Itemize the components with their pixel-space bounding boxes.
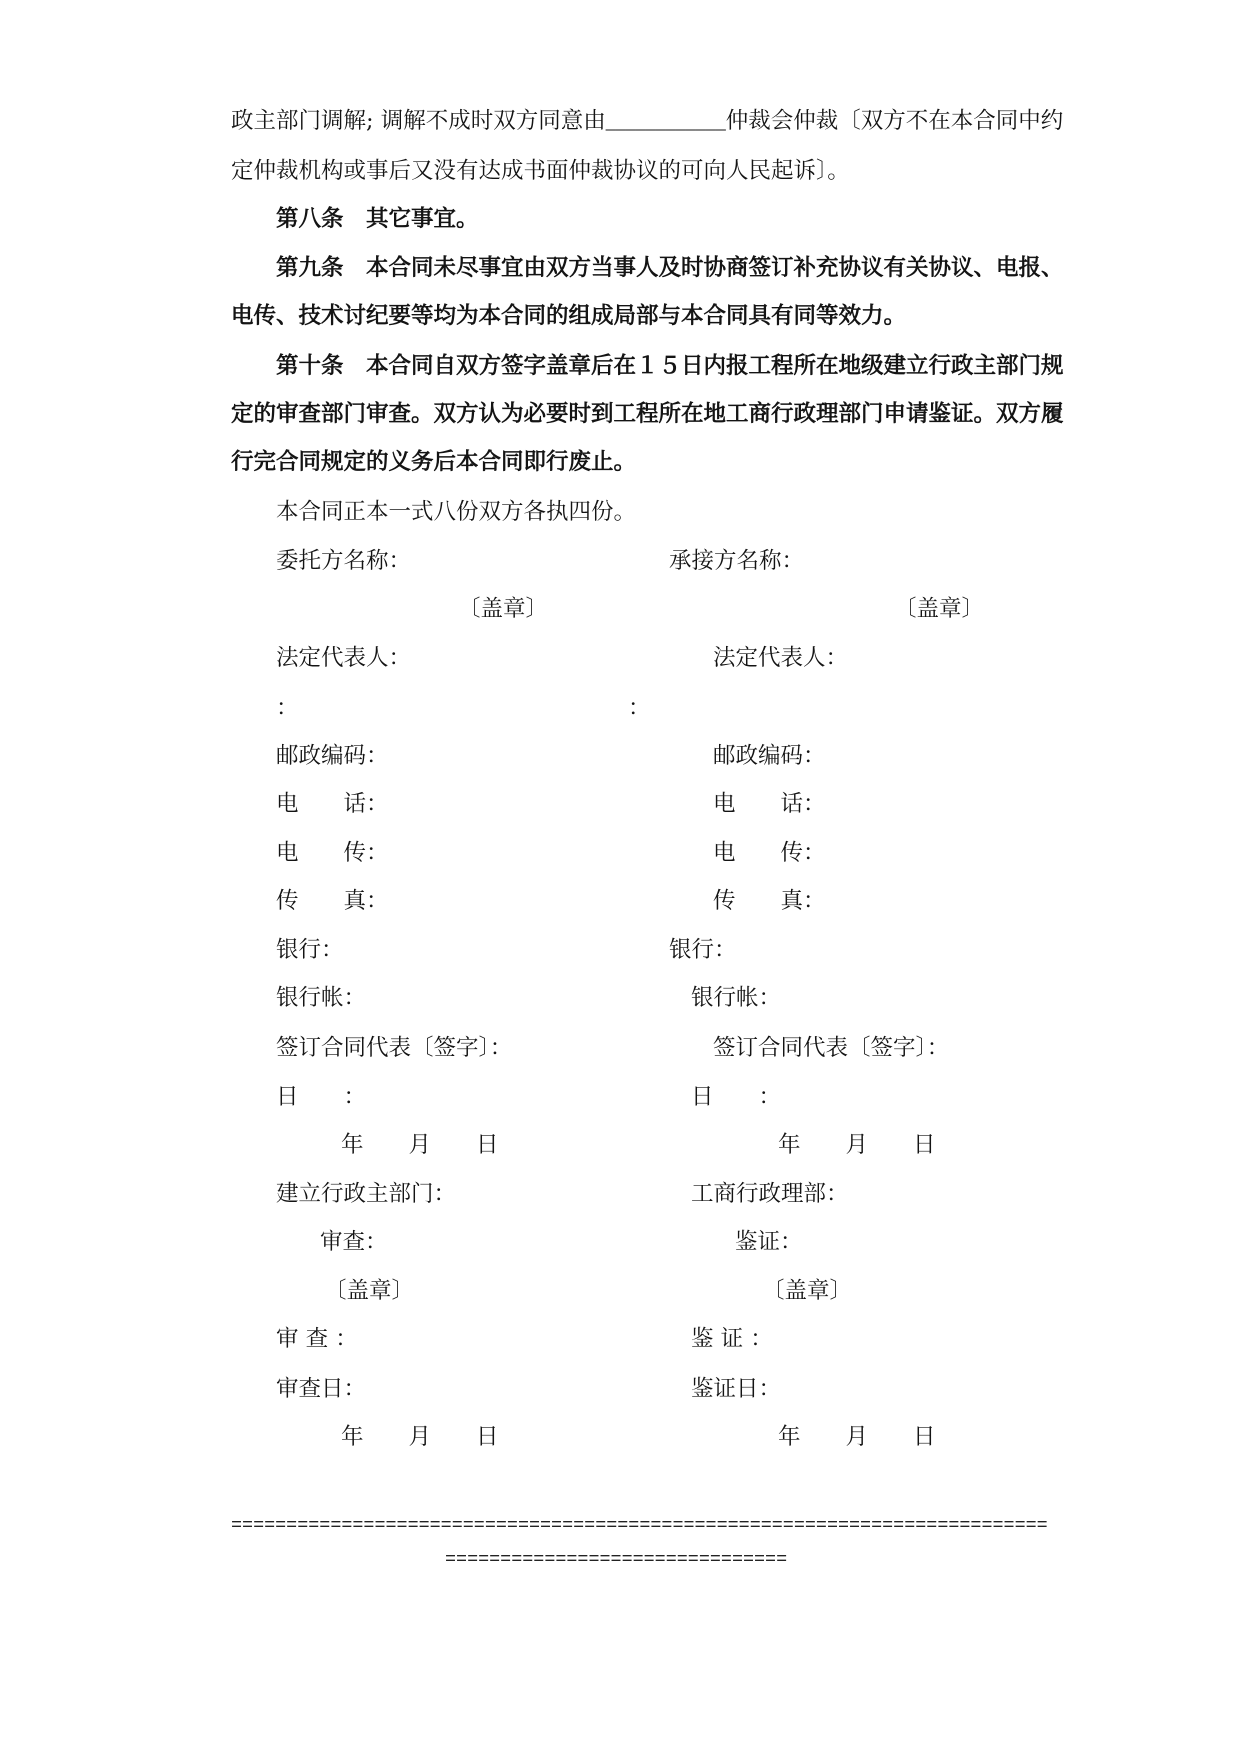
client-date-label: 日 ：: [276, 1084, 367, 1110]
client-postcode-label: 邮政编码：: [276, 743, 389, 769]
verifier-label: 鉴 证 ：: [691, 1326, 773, 1352]
review-label: 审查：: [320, 1229, 388, 1255]
review-date-ymd: 年 月 日: [341, 1424, 499, 1450]
article-10-line-3: 行完合同规定的义务后本合同即行废止。: [231, 449, 637, 475]
clause-line-2: 定仲裁机构或事后又没有达成书面仲裁协议的可向人民起诉〕。: [231, 158, 850, 184]
article-8: 第八条 其它事宜。: [276, 206, 479, 232]
footer-rule-2: ===============================: [445, 1549, 788, 1570]
verification-date-ymd: 年 月 日: [778, 1424, 936, 1450]
review-seal: 〔盖章〕: [324, 1278, 415, 1304]
contractor-colon: ：: [628, 695, 651, 721]
verification-label: 鉴证：: [735, 1229, 803, 1255]
verification-seal: 〔盖章〕: [762, 1278, 853, 1304]
clause-line-1-tail: 仲裁会仲裁〔双方不在本合同中约: [725, 108, 1064, 134]
client-telex-label: 电 传：: [276, 840, 389, 866]
client-date-ymd: 年 月 日: [341, 1132, 499, 1158]
footer-rule-1: ==========================================================================: [231, 1515, 1048, 1536]
contractor-signer-label: 签订合同代表〔签字〕：: [713, 1035, 950, 1061]
clause-line-1-text: 政主部门调解; 调解不成时双方同意由: [231, 108, 606, 134]
article-10-line-2: 定的审查部门审查。双方认为必要时到工程所在地工商行政理部门申请鉴证。双方履: [231, 401, 1064, 427]
clause-line-1: [231, 106, 1063, 136]
verification-date-label: 鉴证日：: [691, 1376, 782, 1402]
contractor-fax-label: 传 真：: [713, 888, 826, 914]
contractor-date-ymd: 年 月 日: [778, 1132, 936, 1158]
article-9-line-2: 电传、技术讨纪要等均为本合同的组成局部与本合同具有同等效力。: [231, 303, 907, 329]
commerce-authority-label: 工商行政理部：: [691, 1181, 849, 1207]
client-signer-label: 签订合同代表〔签字〕：: [276, 1035, 513, 1061]
review-date-label: 审查日：: [276, 1376, 367, 1402]
contractor-legal-rep-label: 法定代表人：: [713, 645, 849, 671]
client-seal: 〔盖章〕: [458, 596, 549, 622]
arbitration-blank: ____________: [605, 111, 726, 133]
contractor-name-label: 承接方名称：: [669, 548, 805, 574]
client-legal-rep-label: 法定代表人：: [276, 645, 412, 671]
reviewer-label: 审 查 ：: [276, 1326, 358, 1352]
construction-authority-label: 建立行政主部门：: [276, 1181, 457, 1207]
contractor-bank-label: 银行：: [669, 937, 737, 963]
contractor-telex-label: 电 传：: [713, 840, 826, 866]
article-9-line-1: 第九条 本合同未尽事宜由双方当事人及时协商签订补充协议有关协议、电报、: [276, 255, 1064, 281]
contractor-phone-label: 电 话：: [713, 791, 826, 817]
client-phone-label: 电 话：: [276, 791, 389, 817]
client-colon: ：: [276, 695, 299, 721]
client-account-label: 银行帐：: [276, 985, 367, 1011]
contractor-date-label: 日 ：: [691, 1084, 782, 1110]
client-name-label: 委托方名称：: [276, 548, 412, 574]
copies-statement: 本合同正本一式八份双方各执四份。: [276, 499, 637, 525]
contractor-account-label: 银行帐：: [691, 985, 782, 1011]
client-fax-label: 传 真：: [276, 888, 389, 914]
contractor-postcode-label: 邮政编码：: [713, 743, 826, 769]
client-bank-label: 银行：: [276, 937, 344, 963]
contractor-seal: 〔盖章〕: [894, 596, 985, 622]
article-10-line-1: 第十条 本合同自双方签字盖章后在１５日内报工程所在地级建立行政主部门规: [276, 353, 1064, 379]
